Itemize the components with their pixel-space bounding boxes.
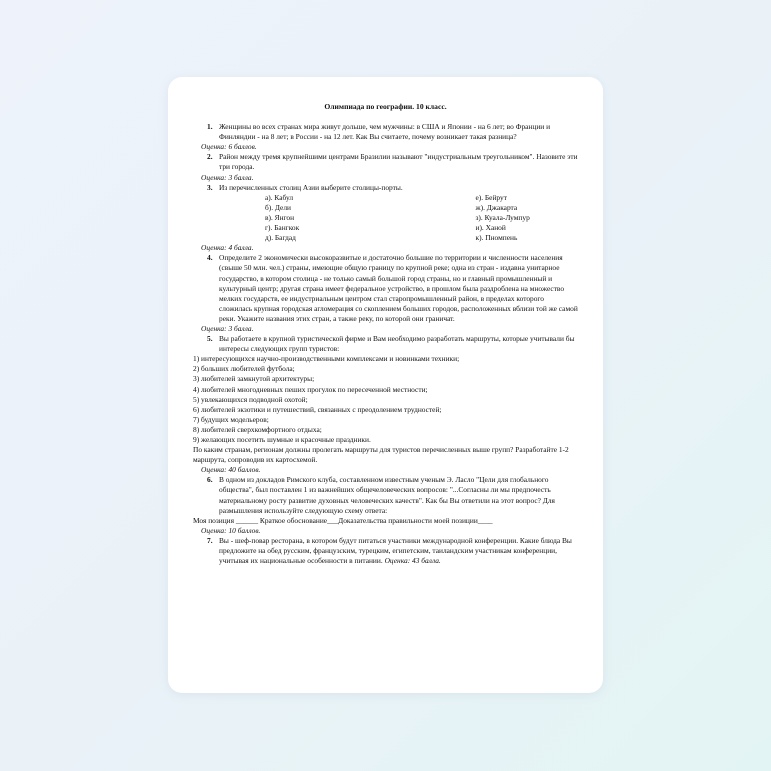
tourist-groups-list (193, 354, 578, 445)
option-item: в). Янгон (265, 212, 295, 222)
question-6 (193, 475, 578, 515)
question-text: Из перечисленных столиц Азии выберите столицы-порты. (219, 182, 403, 192)
question-score: Оценка: 3 балла. (201, 172, 254, 182)
question-score: Оценка: 40 баллов. (201, 465, 261, 475)
list-item: 2) больших любителей футбола; (193, 364, 295, 374)
question-text: В одном из докладов Римского клуба, составленном известным ученым Э. Ласло "Цели для глобального общества", был поставлен 1 из важнейших общечеловеческих вопросов: "...Согласны ли мы предпочесть материальному росту развитие духовных человеческих качеств". Как бы Вы ответили на этот вопрос? Для размышления используйте следующую схему ответа: (219, 475, 555, 515)
options-left-column (193, 193, 386, 243)
option-item: з). Куала-Лумпур (475, 212, 530, 222)
page-title: Олимпиада по географии. 10 класс. (324, 102, 447, 111)
list-item: 9) желающих посетить шумные и красочные праздники. (193, 435, 371, 444)
question-score: Оценка: 10 баллов. (201, 525, 261, 535)
list-item: 6) любителей экзотики и путешествий, связанных с преодолением трудностей; (193, 404, 442, 414)
question-number: 2. (207, 152, 213, 162)
question-score: Оценка: 4 балла. (201, 243, 254, 253)
option-item: а). Кабул (265, 192, 294, 202)
question-text-body: Вы - шеф-повар ресторана, в котором будут питаться участники международной конференции. Какие блюда Вы предложите на обед русским, французским, турецким, египетским, таиландским участникам конференции, учитывая их национальные особенности в питании. (219, 535, 572, 566)
question-number: 3. (207, 182, 213, 192)
option-item: д). Багдад (265, 233, 296, 243)
question-text: Район между тремя крупнейшими центрами Бразилии называют "индустриальным треугольником". Назовите эти три города. (219, 152, 578, 172)
question-7 (193, 536, 578, 566)
question-number: 6. (207, 475, 213, 485)
question-3 (193, 183, 578, 193)
option-item: к). Пномпень (475, 233, 518, 243)
answer-options (193, 193, 578, 243)
list-item: 5) увлекающихся подводной охотой; (193, 394, 308, 404)
question-4 (193, 253, 578, 324)
options-right-column (386, 193, 579, 243)
question-score: Оценка: 3 балла. (201, 323, 254, 333)
question-5 (193, 334, 578, 354)
list-item: 7) будущих модельеров; (193, 414, 269, 424)
question-1 (193, 122, 578, 142)
question-number: 7. (207, 535, 213, 545)
question-text: Определите 2 экономически высокоразвитые и достаточно большие по территории и численности населения (свыше 50 млн. чел.) страны, имеющие общую границу по крупной реке; одна из стран - издавна унитарное государство, в котором столица - не только самый большой город страны, но и главный промышленный и культурный центр; другая страна имеет федеральное устройство, в прошлом была раздроблена на множество мелких государств, ее индустриальным центром стал старопромышленный район, в пределах которого сложилась крупная городская агломерация со скоплением больших городов, расположенных вблизи той же самой реки. Укажите названия этих стран, а также реку, по которой они граничат. (219, 253, 578, 323)
question-footer: По каким странам, регионам должны пролегать маршруты для туристов перечисленных выше групп? Разработайте 1-2 маршрута, сопроводив их картосхемой. (193, 445, 569, 465)
list-item: 3) любителей замкнутой архитектуры; (193, 374, 315, 384)
document-page (168, 77, 603, 693)
option-item: и). Ханой (475, 223, 506, 233)
question-score: Оценка: 6 баллов. (201, 142, 257, 152)
question-text: Вы работаете в крупной туристической фирме и Вам необходимо разработать маршруты, которые учитывали бы интересы следующих групп туристов: (219, 334, 575, 354)
question-score: Оценка: 43 балла. (384, 556, 441, 566)
list-item: 4) любителей многодневных пеших прогулок по пересеченной местности; (193, 384, 428, 394)
question-number: 4. (207, 253, 213, 263)
question-text (219, 536, 578, 566)
question-2 (193, 152, 578, 172)
option-item: е). Бейрут (475, 192, 507, 202)
option-item: г). Бангкок (265, 223, 300, 233)
question-number: 5. (207, 334, 213, 344)
document-content (193, 102, 578, 566)
question-text: Женщины во всех странах мира живут дольше, чем мужчины: в США и Японии - на 6 лет; во Франции и Финляндии - на 8 лет; в России - на 12 лет. Как Вы считаете, почему возникает такая разница? (219, 122, 551, 142)
list-item: 8) любителей сверхкомфортного отдыха; (193, 424, 322, 434)
option-item: ж). Джакарта (475, 202, 518, 212)
answer-scheme: Моя позиция ______ Краткое обоснование___Доказательства правильности моей позиции____ (193, 515, 493, 525)
list-item: 1) интересующихся научно-производственными комплексами и новинками техники; (193, 354, 460, 364)
question-number: 1. (207, 122, 213, 132)
option-item: б). Дели (265, 202, 291, 212)
